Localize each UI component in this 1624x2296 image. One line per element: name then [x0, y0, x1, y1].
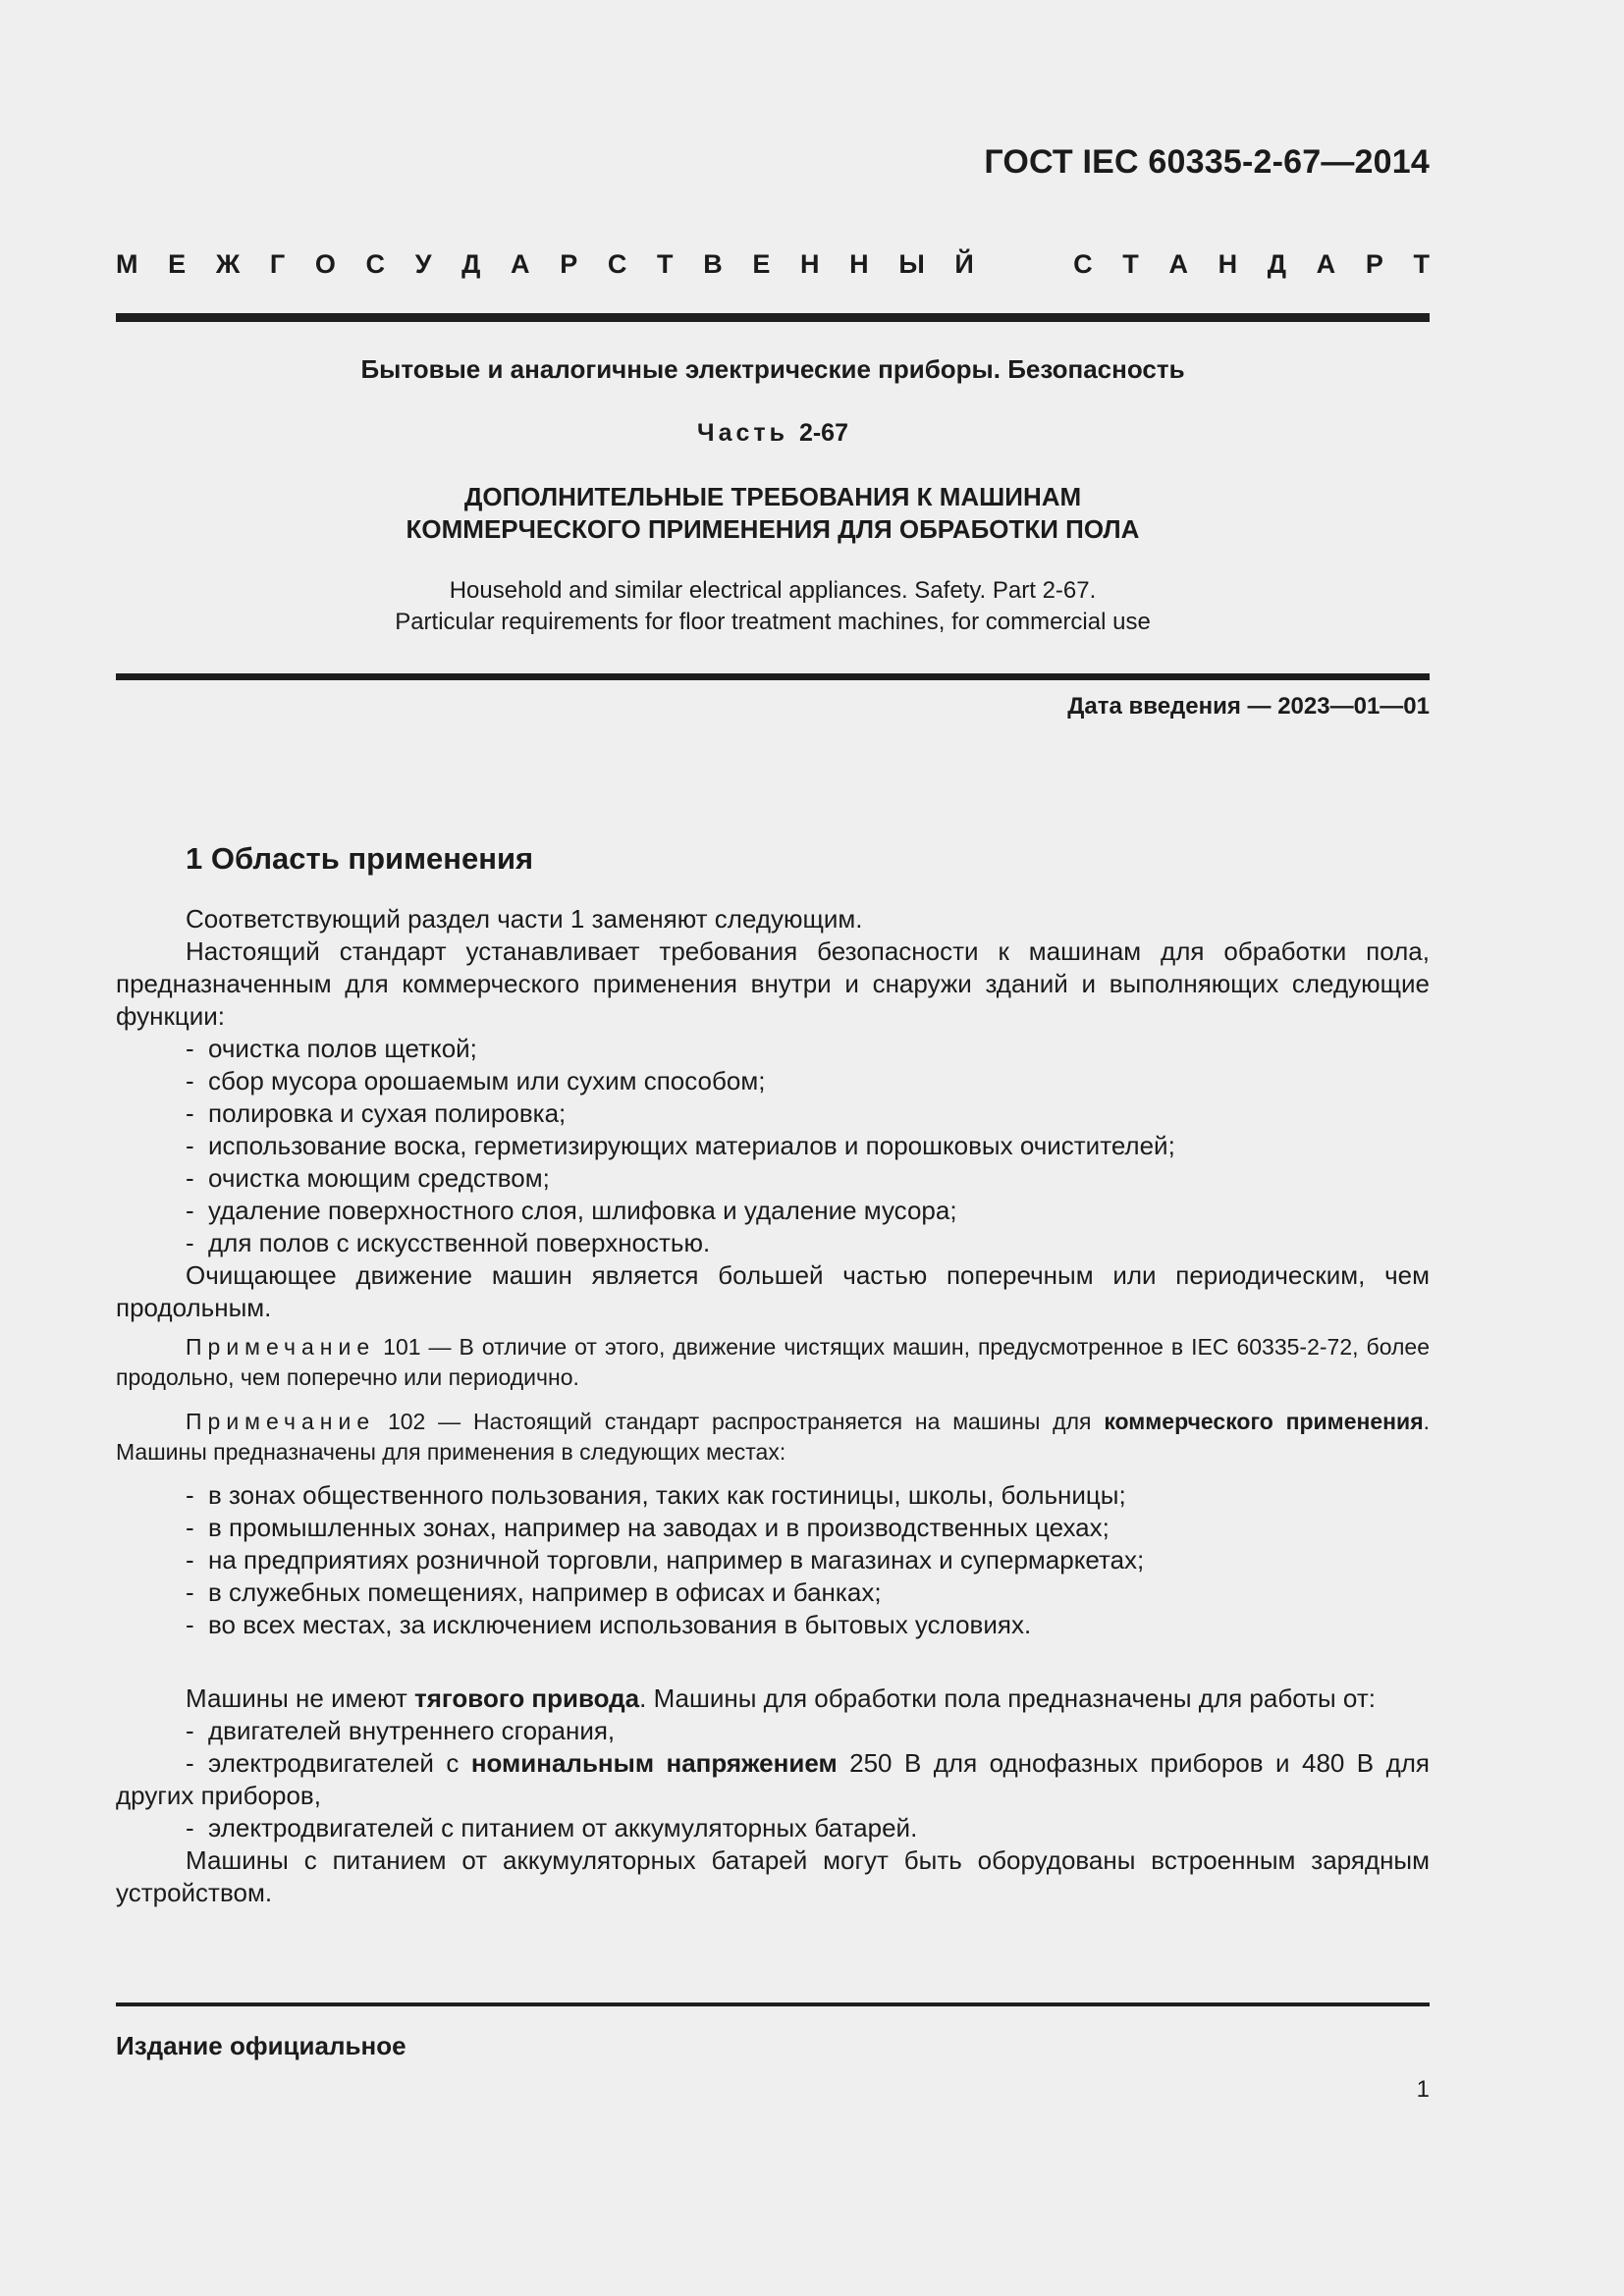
paragraph: Настоящий стандарт устанавливает требования безопасности к машинам для обработки пола, предназначенным для коммерческого применения внутри и снаружи зданий и выполняющих следующие функции: — [116, 936, 1430, 1031]
list-item: - сбор мусора орошаемым или сухим способом; — [186, 1066, 766, 1095]
title-english-line-1: Household and similar electrical appliances. Safety. Part 2-67. — [449, 577, 1097, 604]
title-english — [116, 575, 1430, 638]
document-page — [116, 0, 1430, 2296]
list-item: - использование воска, герметизирующих материалов и порошковых очистителей; — [186, 1131, 1175, 1160]
band-letter: А — [511, 249, 530, 279]
top-rule — [116, 313, 1430, 322]
band-letter: Т — [657, 249, 674, 279]
band-letter: Ы — [898, 249, 925, 279]
list-item: - очистка полов щеткой; — [186, 1034, 477, 1063]
paragraph: Машины не имеют тягового привода. Машины для обработки пола предназначены для работы от: — [186, 1683, 1376, 1713]
band-letter: Й — [954, 249, 974, 279]
title-english-line-2: Particular requirements for floor treatment machines, for commercial use — [395, 609, 1151, 635]
title-bottom-rule — [116, 673, 1430, 680]
list-item: - для полов с искусственной поверхностью. — [186, 1228, 711, 1257]
band-letter: Е — [752, 249, 771, 279]
note-102: Примечание 102 — Настоящий стандарт распространяется на машины для коммерческого применения. Машины предназначены для применения в следующих местах: — [116, 1409, 1431, 1465]
band-letter: Н — [1218, 249, 1238, 279]
interstate-standard-band — [116, 249, 1430, 280]
band-letter: А — [1168, 249, 1188, 279]
band-letter: Ж — [215, 249, 241, 279]
introduction-date: Дата введения — 2023—01—01 — [1067, 693, 1430, 720]
list-item: - в промышленных зонах, например на заводах и в производственных цехах; — [186, 1513, 1110, 1542]
list-item: - двигателей внутреннего сгорания, — [186, 1716, 616, 1745]
defined-term: номинальным напряжением — [470, 1748, 838, 1778]
page-number: 1 — [1416, 2076, 1430, 2103]
document-code: ГОСТ IEC 60335-2-67—2014 — [984, 143, 1430, 181]
list-item: - во всех местах, за исключением использования в бытовых условиях. — [186, 1610, 1032, 1639]
band-letter: С — [1073, 249, 1093, 279]
note-101: Примечание 101 — В отличие от этого, движение чистящих машин, предусмотренное в IEC 60335-2-72, более продольно, чем поперечно или периодично. — [116, 1334, 1430, 1390]
band-letter: С — [365, 249, 386, 279]
list-item: - очистка моющим средством; — [186, 1163, 550, 1193]
band-letter: Д — [461, 249, 481, 279]
paragraph: Машины с питанием от аккумуляторных батарей могут быть оборудованы встроенным зарядным устройством. — [116, 1845, 1430, 1907]
title-caps-line-1: ДОПОЛНИТЕЛЬНЫЕ ТРЕБОВАНИЯ К МАШИНАМ — [463, 482, 1082, 511]
band-letter: М — [116, 249, 138, 279]
note-label: Примечание — [186, 1409, 376, 1434]
defined-term: тягового привода — [414, 1683, 640, 1713]
band-letter: Т — [1413, 249, 1430, 279]
band-word-gap — [1003, 249, 1043, 280]
list-item: - на предприятиях розничной торговли, например в магазинах и супермаркетах; — [186, 1545, 1145, 1575]
list-item: - в служебных помещениях, например в офисах и банках; — [186, 1577, 882, 1607]
part-word: Часть — [697, 419, 788, 447]
paragraph: Очищающее движение машин является большей частью поперечным или периодическим, чем продольным. — [116, 1260, 1430, 1322]
part-label — [116, 419, 1430, 448]
band-letter: Н — [800, 249, 820, 279]
title-caps — [116, 481, 1430, 546]
band-letter: Р — [560, 249, 578, 279]
list-item: - электродвигателей с питанием от аккумуляторных батарей. — [186, 1813, 918, 1842]
band-letter: В — [703, 249, 723, 279]
band-letter: Е — [168, 249, 187, 279]
band-letter: Г — [269, 249, 286, 279]
band-letter: Н — [849, 249, 869, 279]
title-russian: Бытовые и аналогичные электрические приборы. Безопасность — [360, 354, 1185, 384]
band-letter: Т — [1122, 249, 1139, 279]
paragraph: Соответствующий раздел части 1 заменяют следующим. — [186, 904, 863, 934]
note-label: Примечание — [186, 1334, 376, 1360]
list-item: - удаление поверхностного слоя, шлифовка и удаление мусора; — [186, 1196, 957, 1225]
list-item: - в зонах общественного пользования, таких как гостиницы, школы, больницы; — [186, 1480, 1126, 1510]
official-edition-label: Издание официальное — [116, 2031, 406, 2060]
band-letter: А — [1316, 249, 1336, 279]
band-letter: Р — [1365, 249, 1383, 279]
list-item: - электродвигателей с номинальным напряжением 250 В для однофазных приборов и 480 В для других приборов, — [116, 1748, 1431, 1810]
title-caps-line-2: КОММЕРЧЕСКОГО ПРИМЕНЕНИЯ ДЛЯ ОБРАБОТКИ ПОЛА — [406, 514, 1140, 544]
footer-rule — [116, 2002, 1430, 2006]
band-letter: У — [414, 249, 432, 279]
section-title: 1 Область применения — [186, 841, 534, 876]
band-letter: Д — [1267, 249, 1287, 279]
defined-term: коммерческого применения — [1104, 1409, 1424, 1434]
section-body — [116, 903, 1430, 1909]
band-letter: О — [314, 249, 336, 279]
band-letter: С — [607, 249, 627, 279]
list-item: - полировка и сухая полировка; — [186, 1098, 567, 1128]
part-number: 2-67 — [798, 419, 848, 447]
